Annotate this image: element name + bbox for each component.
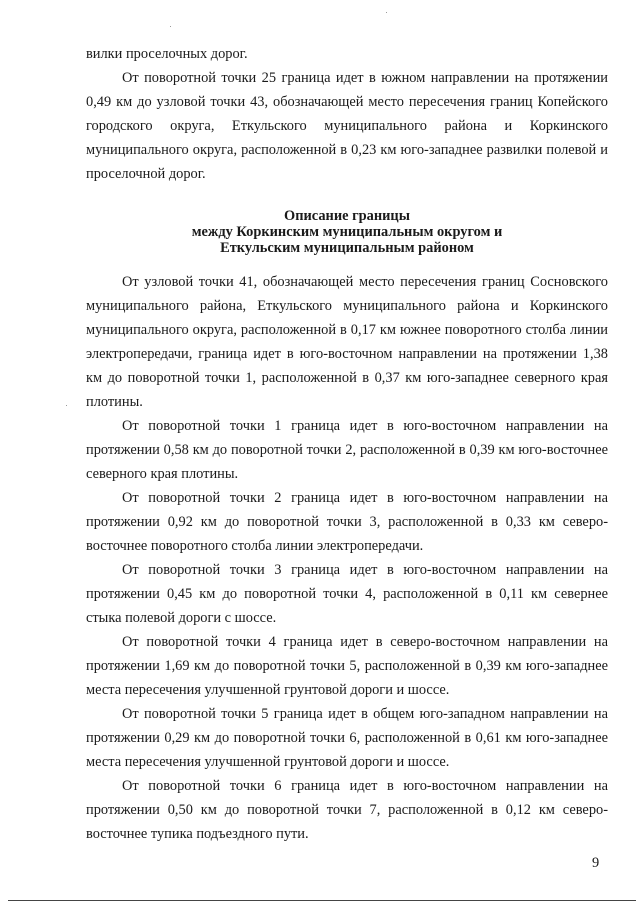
paragraph: вилки проселочных дорог. (86, 46, 248, 62)
paragraph: От поворотной точки 1 граница идет в юго-восточном направлении на протяжении 0,58 км до поворотной точки 2, расположенной в 0,39 км юго-восточнее северного края плотины. (86, 418, 608, 482)
paragraph: От поворотной точки 4 граница идет в северо-восточном направлении на протяжении 1,69 км до поворотной точки 5, расположенной в 0,39 км юго-западнее места пересечения улучшенной грунтовой дороги и шоссе. (86, 634, 608, 698)
section-heading-line: между Коркинским муниципальным округом и (191, 224, 503, 240)
page-bottom-line (8, 900, 636, 901)
section-heading-line: Описание границы (284, 208, 410, 224)
scan-speck (66, 405, 67, 406)
section-heading (86, 208, 608, 256)
paragraph: От поворотной точки 25 граница идет в южном направлении на протяжении 0,49 км до узловой точки 43, обозначающей место пересечения границ Копейского городского округа, Еткульского муниципального района и Коркинского муниципального округа, расположенной в 0,23 км юго-западнее развилки полевой и проселочной дорог. (86, 70, 608, 182)
paragraph: От узловой точки 41, обозначающей место пересечения границ Сосновского муниципального района, Еткульского муниципального района и Коркинского муниципального округа, расположенной в 0,17 км южнее поворотного столба линии электропередачи, граница идет в юго-восточном направлении на протяжении 1,38 км до поворотной точки 1, расположенной в 0,37 км юго-западнее северного края плотины. (86, 274, 608, 410)
paragraph: От поворотной точки 2 граница идет в юго-восточном направлении на протяжении 0,92 км до поворотной точки 3, расположенной в 0,33 км северо-восточнее поворотного столба линии электропередачи. (86, 490, 608, 554)
scan-speck (170, 26, 171, 27)
page-number: 9 (592, 855, 600, 871)
paragraph: От поворотной точки 3 граница идет в юго-восточном направлении на протяжении 0,45 км до поворотной точки 4, расположенной в 0,11 км севернее стыка полевой дороги с шоссе. (86, 562, 608, 626)
scan-speck (386, 12, 387, 13)
paragraph: От поворотной точки 6 граница идет в юго-восточном направлении на протяжении 0,50 км до поворотной точки 7, расположенной в 0,12 км северо-восточнее тупика подъездного пути. (86, 778, 608, 842)
section-heading-line: Еткульским муниципальным районом (220, 240, 474, 256)
document-body (86, 42, 608, 846)
paragraph: От поворотной точки 5 граница идет в общем юго-западном направлении на протяжении 0,29 км до поворотной точки 6, расположенной в 0,61 км юго-западнее места пересечения улучшенной грунтовой дороги и шоссе. (86, 706, 608, 770)
